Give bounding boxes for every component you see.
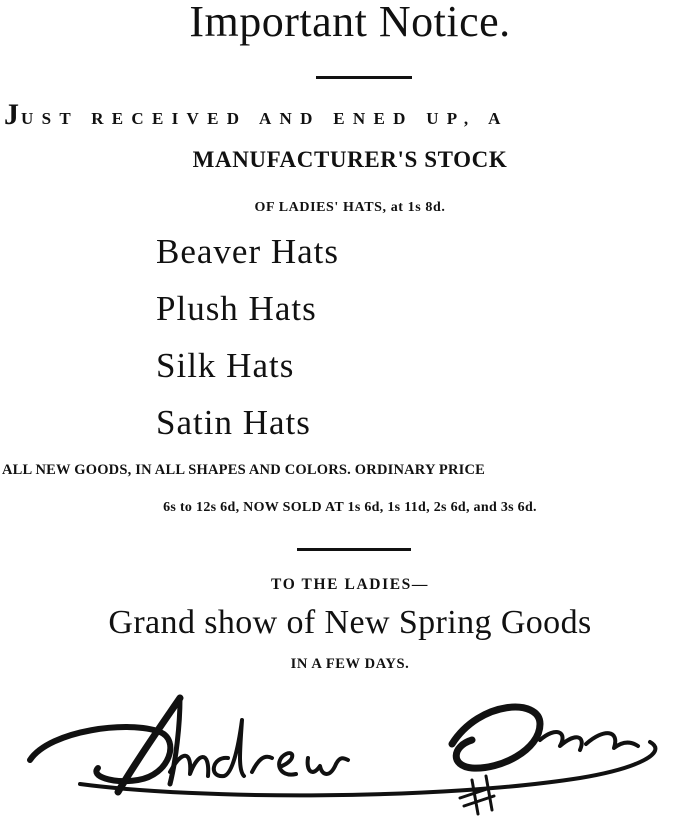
grand-show-line: Grand show of New Spring Goods (108, 604, 592, 641)
intro-line (4, 98, 696, 132)
to-the-ladies-line: TO THE LADIES— (271, 576, 429, 593)
middle-divider (297, 548, 411, 551)
hat-item-beaver: Beaver Hats (156, 232, 340, 271)
hat-item-satin: Satin Hats (156, 403, 311, 442)
intro-dropcap: J (4, 98, 21, 131)
hat-item-plush: Plush Hats (156, 289, 317, 328)
ladies-hats-line: OF LADIES' HATS, at 1s 8d. (254, 200, 446, 215)
headline: Important Notice. (189, 0, 511, 46)
few-days-line: IN A FEW DAYS. (290, 656, 410, 672)
signature (20, 680, 680, 817)
intro-text: UST RECEIVED AND ENED UP, A (21, 109, 509, 128)
hat-item-silk: Silk Hats (156, 346, 295, 385)
price-line: 6s to 12s 6d, NOW SOLD AT 1s 6d, 1s 11d, 2s 6d, and 3s 6d. (163, 500, 537, 515)
manufacturer-stock-line: MANUFACTURER'S STOCK (192, 147, 508, 172)
top-divider (316, 76, 412, 79)
all-new-goods-line: ALL NEW GOODS, IN ALL SHAPES AND COLORS. ORDINARY PRICE (2, 462, 486, 478)
